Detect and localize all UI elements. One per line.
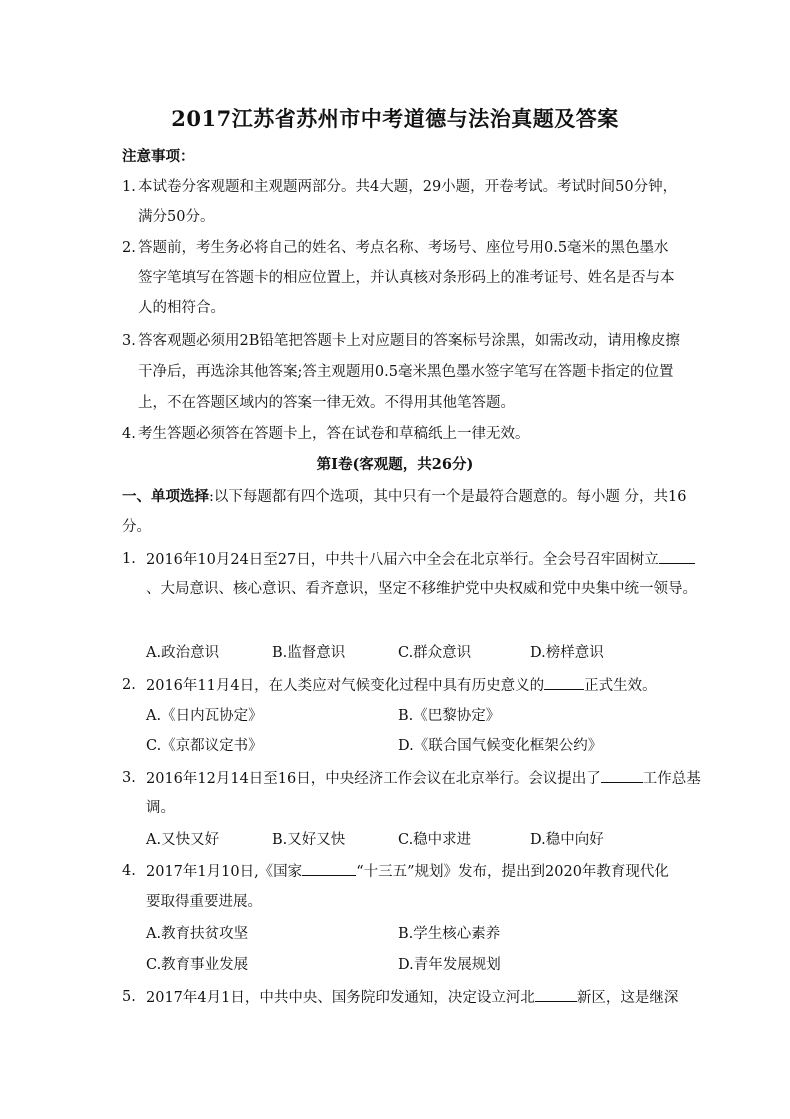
question-number: 5. — [122, 989, 136, 1005]
notice-item-line: 签字笔填写在答题卡的相应位置上，并认真核对条形码上的准考证号、姓名是否与本 — [138, 270, 675, 286]
option-d: D.《联合国气候变化框架公约》 — [398, 738, 603, 754]
question-number: 4. — [122, 863, 136, 879]
notice-item-number: 4. — [122, 426, 136, 442]
notice-item-number: 3. — [122, 333, 136, 349]
notice-item-number: 2. — [122, 240, 136, 256]
notice-item-line: 人的相符合。 — [138, 300, 225, 316]
notice-item-line: 答客观题必须用2B铅笔把答题卡上对应题目的答案标号涂黑，如需改动，请用橡皮擦 — [138, 333, 680, 349]
notice-item-line: 本试卷分客观题和主观题两部分。共4大题，29小题，开卷考试。考试时间50分钟， — [138, 179, 678, 195]
part1-instruction — [122, 487, 686, 507]
option-a: A.《日内瓦协定》 — [146, 708, 263, 724]
option-a: A.教育扶贫攻坚 — [146, 926, 249, 942]
notice-item-line: 上，不在答题区域内的答案一律无效。不得用其他笔答题。 — [138, 395, 515, 411]
notice-item-number: 1. — [122, 179, 136, 195]
question-text — [146, 549, 695, 570]
notice-item-line: 答题前，考生务必将自己的姓名、考点名称、考场号、座位号用0.5毫米的黑色墨水 — [138, 240, 669, 256]
notice-heading: 注意事项： — [122, 148, 195, 165]
question-text-part: 新区，这是继深 — [576, 990, 679, 1006]
option-d: D.榜样意识 — [530, 645, 604, 661]
question-text-part: “十三五”规划》发布，提出到2020年教育现代化 — [356, 864, 669, 880]
question-text-part: 2017年1月10日,《国家 — [146, 864, 303, 880]
question-text — [146, 861, 669, 882]
question-number: 3. — [122, 770, 136, 786]
question-text-part: 2016年12月14日至16日，中央经济工作会议在北京举行。会议提出了 — [146, 771, 601, 787]
option-d: D.青年发展规划 — [398, 957, 501, 973]
answer-blank — [535, 987, 577, 1002]
option-a: A.又快又好 — [146, 832, 220, 848]
question-text-part: 2016年11月4日，在人类应对气候变化过程中具有历史意义的 — [146, 678, 545, 694]
notice-item-line: 满分50分。 — [138, 209, 215, 225]
question-text-part: 正式生效。 — [584, 678, 657, 694]
option-c: C.群众意识 — [398, 645, 472, 661]
question-text-line2: 调。 — [146, 800, 175, 816]
option-a: A.政治意识 — [146, 645, 220, 661]
part1-text: :以下每题都有四个选项，其中只有一个是最符合题意的。每小题 分，共16 — [209, 489, 687, 505]
part1-label: 一、单项选择 — [122, 488, 209, 505]
answer-blank — [659, 549, 695, 564]
option-c: C.《京都议定书》 — [146, 738, 263, 754]
document-title: 2017江苏省苏州市中考道德与法治真题及答案 — [171, 106, 619, 131]
option-b: B.学生核心素养 — [398, 926, 501, 942]
notice-item-line: 考生答题必须答在答题卡上，答在试卷和草稿纸上一律无效。 — [138, 426, 530, 442]
answer-blank — [302, 861, 356, 876]
section-heading: 第Ⅰ卷(客观题，共26分) — [316, 456, 474, 473]
option-b: B.监督意识 — [272, 645, 346, 661]
question-number: 2. — [122, 677, 136, 693]
question-text-part: 2017年4月1日，中共中央、国务院印发通知，决定设立河北 — [146, 990, 535, 1006]
question-text-line2: 要取得重要进展。 — [146, 894, 262, 910]
question-text — [146, 768, 701, 789]
question-text-line2: 、大局意识、核心意识、看齐意识，坚定不移维护党中央权威和党中央集中统一领导。 — [146, 581, 697, 597]
option-b: B.《巴黎协定》 — [398, 708, 501, 724]
option-c: C.稳中求进 — [398, 832, 472, 848]
answer-blank — [544, 675, 584, 690]
option-c: C.教育事业发展 — [146, 957, 249, 973]
question-text — [146, 675, 657, 696]
question-number: 1. — [122, 551, 136, 567]
question-text-part: 2016年10月24日至27日，中共十八届六中全会在北京举行。全会号召牢固树立 — [146, 552, 659, 568]
answer-blank — [601, 768, 643, 783]
question-text — [146, 987, 678, 1008]
notice-item-line: 干净后，再选涂其他答案;答主观题用0.5毫米黑色墨水签字笔写在答题卡指定的位置 — [138, 364, 674, 380]
option-b: B.又好又快 — [272, 832, 346, 848]
question-text-part: 工作总基 — [642, 771, 701, 787]
option-d: D.稳中向好 — [530, 832, 604, 848]
part1-instruction-cont: 分。 — [122, 519, 151, 535]
